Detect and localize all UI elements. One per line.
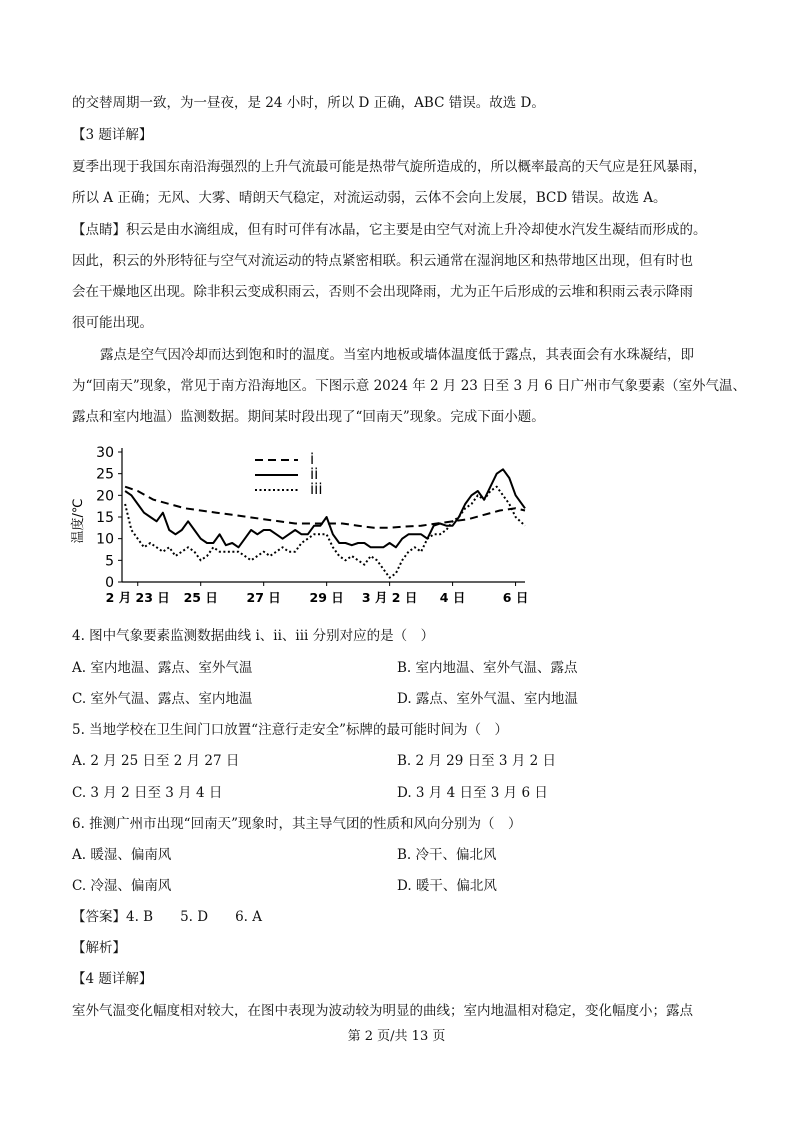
answer-label: 【答案】 bbox=[72, 909, 126, 925]
q6-option-c[interactable]: C. 冷湿、偏南风 bbox=[72, 878, 172, 894]
paragraph-line: 室外气温变化幅度相对较大，在图中表现为波动较为明显的曲线；室内地温相对稳定，变化幅度小；露点 bbox=[72, 1003, 693, 1019]
q4-option-c[interactable]: C. 室外气温、露点、室内地温 bbox=[72, 691, 253, 707]
analysis-heading: 【解析】 bbox=[72, 940, 126, 956]
q5-option-a[interactable]: A. 2 月 25 日至 2 月 27 日 bbox=[72, 753, 240, 769]
y-tick-label: 15 bbox=[96, 510, 114, 526]
x-tick-label: 29 日 bbox=[309, 590, 344, 605]
y-tick-label: 10 bbox=[96, 531, 114, 548]
section-heading: 【4 题详解】 bbox=[72, 971, 153, 987]
legend-label-ii: ii bbox=[310, 465, 319, 483]
chart-legend bbox=[255, 450, 323, 498]
answer-line bbox=[72, 907, 262, 927]
paragraph-line: 所以 A 正确；无风、大雾、晴朗天气稳定，对流运动弱，云体不会向上发展，BCD 错误。故选 A。 bbox=[72, 190, 667, 206]
x-tick-label: 3 月 2 日 bbox=[361, 590, 418, 605]
x-tick-label: 25 日 bbox=[183, 590, 218, 605]
page-footer: 第 2 页/共 13 页 bbox=[347, 1029, 446, 1044]
chart-axes bbox=[70, 445, 528, 605]
q5-option-b[interactable]: B. 2 月 29 日至 3 月 2 日 bbox=[397, 753, 556, 769]
answer-values: 4. B 5. D 6. A bbox=[126, 909, 263, 925]
x-tick-label: 6 日 bbox=[502, 590, 529, 605]
note-line: 【点睛】积云是由水滴组成，但有时可伴有冰晶，它主要是由空气对流上升冷却使水汽发生凝结而形成的。 bbox=[72, 222, 707, 238]
paragraph-line: 的交替周期一致，为一昼夜，是 24 小时，所以 D 正确，ABC 错误。故选 D。 bbox=[72, 95, 545, 111]
chart-series bbox=[125, 469, 525, 577]
x-tick-label: 27 日 bbox=[246, 590, 281, 605]
x-tick-label: 4 日 bbox=[439, 590, 466, 605]
intro-line: 露点是空气因冷却而达到饱和时的温度。当室内地板或墙体温度低于露点，其表面会有水珠凝结，即 bbox=[100, 347, 694, 363]
question-6: 6. 推测广州市出现“回南天”现象时，其主导气团的性质和风向分别为（ ） bbox=[72, 816, 522, 832]
q5-option-c[interactable]: C. 3 月 2 日至 3 月 4 日 bbox=[72, 785, 223, 801]
paragraph-line: 夏季出现于我国东南沿海强烈的上升气流最可能是热带气旋所造成的，所以概率最高的天气应是狂风暴雨， bbox=[72, 159, 707, 175]
y-tick-label: 25 bbox=[96, 466, 114, 483]
q4-option-a[interactable]: A. 室内地温、露点、室外气温 bbox=[72, 660, 253, 676]
note-line: 很可能出现。 bbox=[72, 315, 153, 331]
q4-option-d[interactable]: D. 露点、室外气温、室内地温 bbox=[397, 691, 578, 707]
note-line: 因此，积云的外形特征与空气对流运动的特点紧密相联。积云通常在湿润地区和热带地区出现，但有时也 bbox=[72, 253, 693, 269]
q5-option-d[interactable]: D. 3 月 4 日至 3 月 6 日 bbox=[397, 785, 548, 801]
question-4: 4. 图中气象要素监测数据曲线 i、ii、iii 分别对应的是（ ） bbox=[72, 628, 435, 644]
section-heading: 【3 题详解】 bbox=[72, 127, 153, 143]
x-tick-label: 2 月 23 日 bbox=[105, 590, 170, 605]
intro-line: 露点和室内地温）监测数据。期间某时段出现了“回南天”现象。完成下面小题。 bbox=[72, 409, 545, 425]
y-tick-label: 20 bbox=[96, 488, 114, 505]
intro-line: 为“回南天”现象，常见于南方沿海地区。下图示意 2024 年 2 月 23 日至 3 月 6 日广州市气象要素（室外气温、 bbox=[72, 378, 747, 394]
q4-option-b[interactable]: B. 室内地温、室外气温、露点 bbox=[397, 660, 578, 676]
q6-option-d[interactable]: D. 暖干、偏北风 bbox=[397, 878, 497, 894]
y-tick-label: 30 bbox=[96, 445, 114, 461]
y-tick-label: 0 bbox=[105, 575, 114, 591]
q6-option-b[interactable]: B. 冷干、偏北风 bbox=[397, 847, 497, 863]
y-tick-label: 5 bbox=[105, 553, 114, 570]
q6-option-a[interactable]: A. 暖湿、偏南风 bbox=[72, 847, 172, 863]
temperature-chart bbox=[70, 440, 540, 615]
legend-label-i: i bbox=[310, 450, 315, 468]
question-5: 5. 当地学校在卫生间门口放置“注意行走安全”标牌的最可能时间为（ ） bbox=[72, 722, 508, 738]
note-line: 会在干燥地区出现。除非积云变成积雨云，否则不会出现降雨，尤为正午后形成的云堆和积雨云表示降雨 bbox=[72, 284, 693, 300]
y-axis-label: 温度/℃ bbox=[71, 498, 86, 544]
series-line-iii bbox=[125, 487, 525, 578]
legend-label-iii: iii bbox=[310, 480, 323, 498]
